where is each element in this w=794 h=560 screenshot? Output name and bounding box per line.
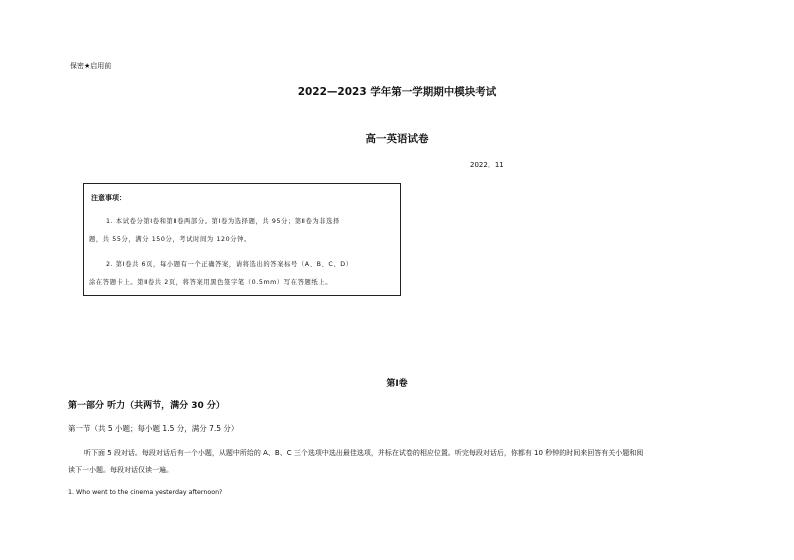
- notice-line: 涂在答题卡上。第Ⅱ卷共 2页，将答案用黑色签字笔（0.5mm）写在答题纸上。: [89, 279, 333, 286]
- exam-subtitle: 高一英语试卷: [365, 133, 429, 145]
- notice-line: 题，共 55分，满分 150分，考试时间为 120分钟。: [89, 236, 251, 243]
- notice-title: 注意事项：: [91, 194, 126, 202]
- volume-title: 第Ⅰ卷: [386, 379, 408, 389]
- exam-date: 2022．11: [470, 161, 504, 169]
- notice-line: 1. 本试卷分第Ⅰ卷和第Ⅱ卷两部分。第Ⅰ卷为选择题，共 95分；第Ⅱ卷为非选择: [106, 218, 340, 225]
- instruction-line: 听下面 5 段对话。每段对话后有一个小题，从题中所给的 A、B、C 三个选项中选出最佳选项，并标在试卷的相应位置。听完每段对话后，你都有 10 秒钟的时间来回答有关小题和阅: [84, 449, 644, 457]
- notice-box: [83, 183, 401, 296]
- part-title: 第一部分 听力（共两节，满分 30 分）: [68, 401, 225, 411]
- instruction-line: 读下一小题。每段对话仅读一遍。: [68, 466, 173, 474]
- exam-title: 2022—2023 学年第一学期期中模块考试: [297, 86, 497, 98]
- question-1: 1. Who went to the cinema yesterday afternoon?: [68, 489, 223, 496]
- secret-label: 保密★启用前: [70, 62, 112, 70]
- section-title: 第一节（共 5 小题；每小题 1.5 分，满分 7.5 分）: [68, 424, 239, 433]
- notice-line: 2. 第Ⅰ卷共 6页，每小题有一个正确答案，请将选出的答案标号（A、B、C、D）: [106, 261, 353, 268]
